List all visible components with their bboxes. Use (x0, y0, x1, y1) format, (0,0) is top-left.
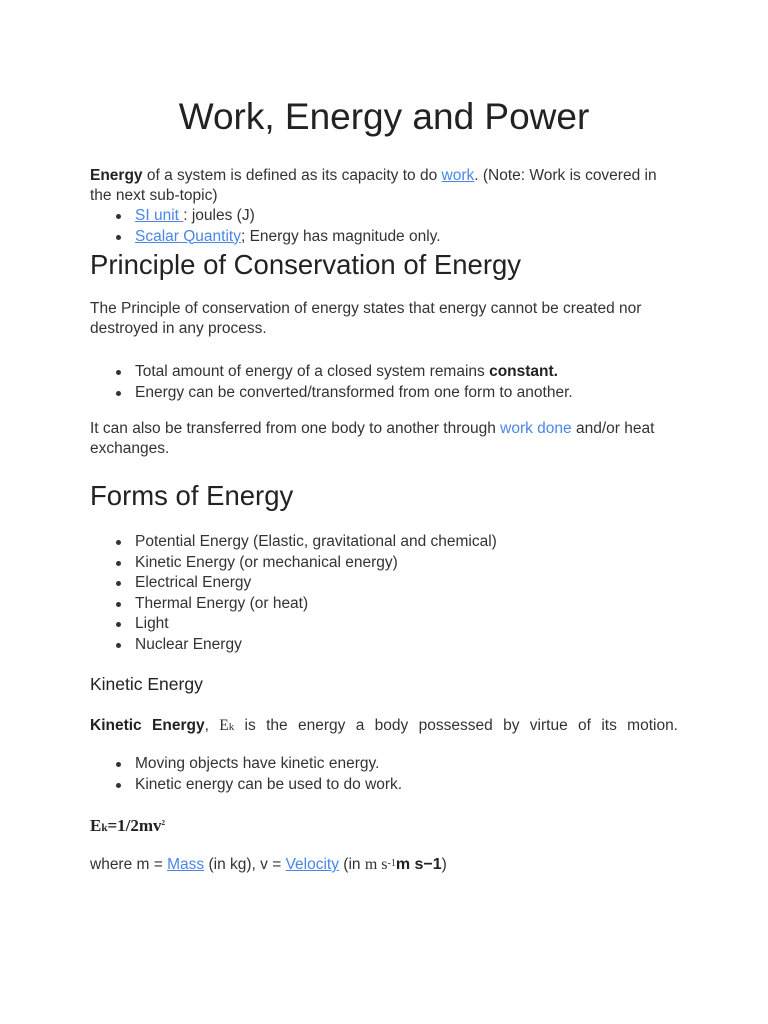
list-item: Potential Energy (Elastic, gravitational and chemical) (135, 532, 680, 553)
list-item: Moving objects have kinetic energy. (135, 754, 680, 775)
transfer-text-2: and/or heat exchanges. (90, 420, 655, 457)
where-text-4: ) (441, 856, 447, 873)
where-block (90, 854, 680, 875)
list-item: Light (135, 614, 680, 635)
transfer-paragraph (90, 419, 680, 459)
kinetic-definition (90, 716, 678, 737)
mass-link[interactable]: Mass (167, 856, 205, 873)
formula-rest: =1/2mv (107, 816, 162, 835)
si-unit-text: : joules (J) (183, 207, 255, 224)
conservation-bullet-list (90, 362, 680, 403)
kinetic-definition-block (90, 716, 678, 737)
conservation-paragraph-block (90, 299, 680, 339)
where-text-1: where m = (90, 856, 168, 873)
unit-bold: m s−1 (395, 856, 442, 873)
list-item (135, 206, 680, 227)
formula-sup-2: 2 (161, 819, 166, 827)
conservation-bullet-1-text: Total amount of energy of a closed system remains (135, 363, 490, 380)
page-title: Work, Energy and Power (178, 96, 590, 137)
kinetic-def-text: is the energy a body possessed by virtue of its motion. (234, 717, 678, 734)
list-item: Thermal Energy (or heat) (135, 594, 680, 615)
list-item (135, 227, 680, 248)
conservation-bullets-block (90, 362, 680, 403)
where-paragraph (90, 854, 680, 875)
conservation-paragraph: The Principle of conservation of energy states that energy cannot be created nor destroyed in any process. (90, 300, 642, 337)
forms-bullet-list (90, 532, 680, 655)
kinetic-heading-block (90, 673, 680, 695)
kinetic-bullet-list (90, 754, 680, 795)
formula-sub-k: k (101, 822, 108, 834)
formula-e: E (90, 816, 102, 835)
kinetic-symbol-sub: k (228, 721, 235, 733)
kinetic-formula-block (90, 813, 680, 838)
forms-list-block (90, 532, 680, 655)
intro-section (90, 166, 680, 247)
intro-paragraph (90, 166, 680, 206)
velocity-link[interactable]: Velocity (285, 856, 339, 873)
intro-text-1: of a system is defined as its capacity to do (142, 167, 442, 184)
si-unit-link[interactable]: SI unit (135, 207, 184, 224)
transfer-text-1: It can also be transferred from one body to another through (90, 420, 501, 437)
forms-heading-block (90, 479, 680, 513)
work-done-link[interactable]: work done (500, 420, 572, 437)
list-item: Electrical Energy (135, 573, 680, 594)
where-text-3: (in (338, 856, 365, 873)
intro-bold-term: Energy (90, 167, 143, 184)
intro-text-2: . (Note: Work is covered in the next sub-topic) (90, 167, 657, 204)
conservation-bullet-2-text: Energy can be converted/transformed from one form to another. (135, 383, 573, 401)
intro-bullet-list (90, 206, 680, 247)
list-item (135, 362, 680, 383)
kinetic-bullets-block (90, 754, 680, 795)
kinetic-symbol: E (219, 717, 229, 734)
where-text-2: (in kg), v = (204, 856, 286, 873)
scalar-quantity-link[interactable]: Scalar Quantity (135, 227, 241, 245)
conservation-bullet-1-bold: constant. (489, 363, 558, 380)
work-link[interactable]: work (441, 167, 475, 184)
list-item: Kinetic energy can be used to do work. (135, 775, 680, 796)
list-item: Kinetic Energy (or mechanical energy) (135, 553, 680, 574)
list-item: Nuclear Energy (135, 635, 680, 656)
scalar-quantity-text: ; Energy has magnitude only. (240, 227, 441, 245)
conservation-heading: Principle of Conservation of Energy (90, 249, 522, 280)
list-item (135, 383, 680, 404)
unit-serif: m s (364, 856, 388, 873)
kinetic-def-bold: Kinetic Energy (90, 717, 205, 734)
forms-heading: Forms of Energy (90, 480, 294, 511)
transfer-paragraph-block (90, 419, 680, 459)
unit-serif-sup: -1 (387, 858, 396, 869)
conservation-heading-block (90, 248, 680, 282)
kinetic-formula (90, 813, 680, 838)
kinetic-heading: Kinetic Energy (90, 674, 203, 694)
kinetic-def-comma: , (204, 717, 220, 734)
